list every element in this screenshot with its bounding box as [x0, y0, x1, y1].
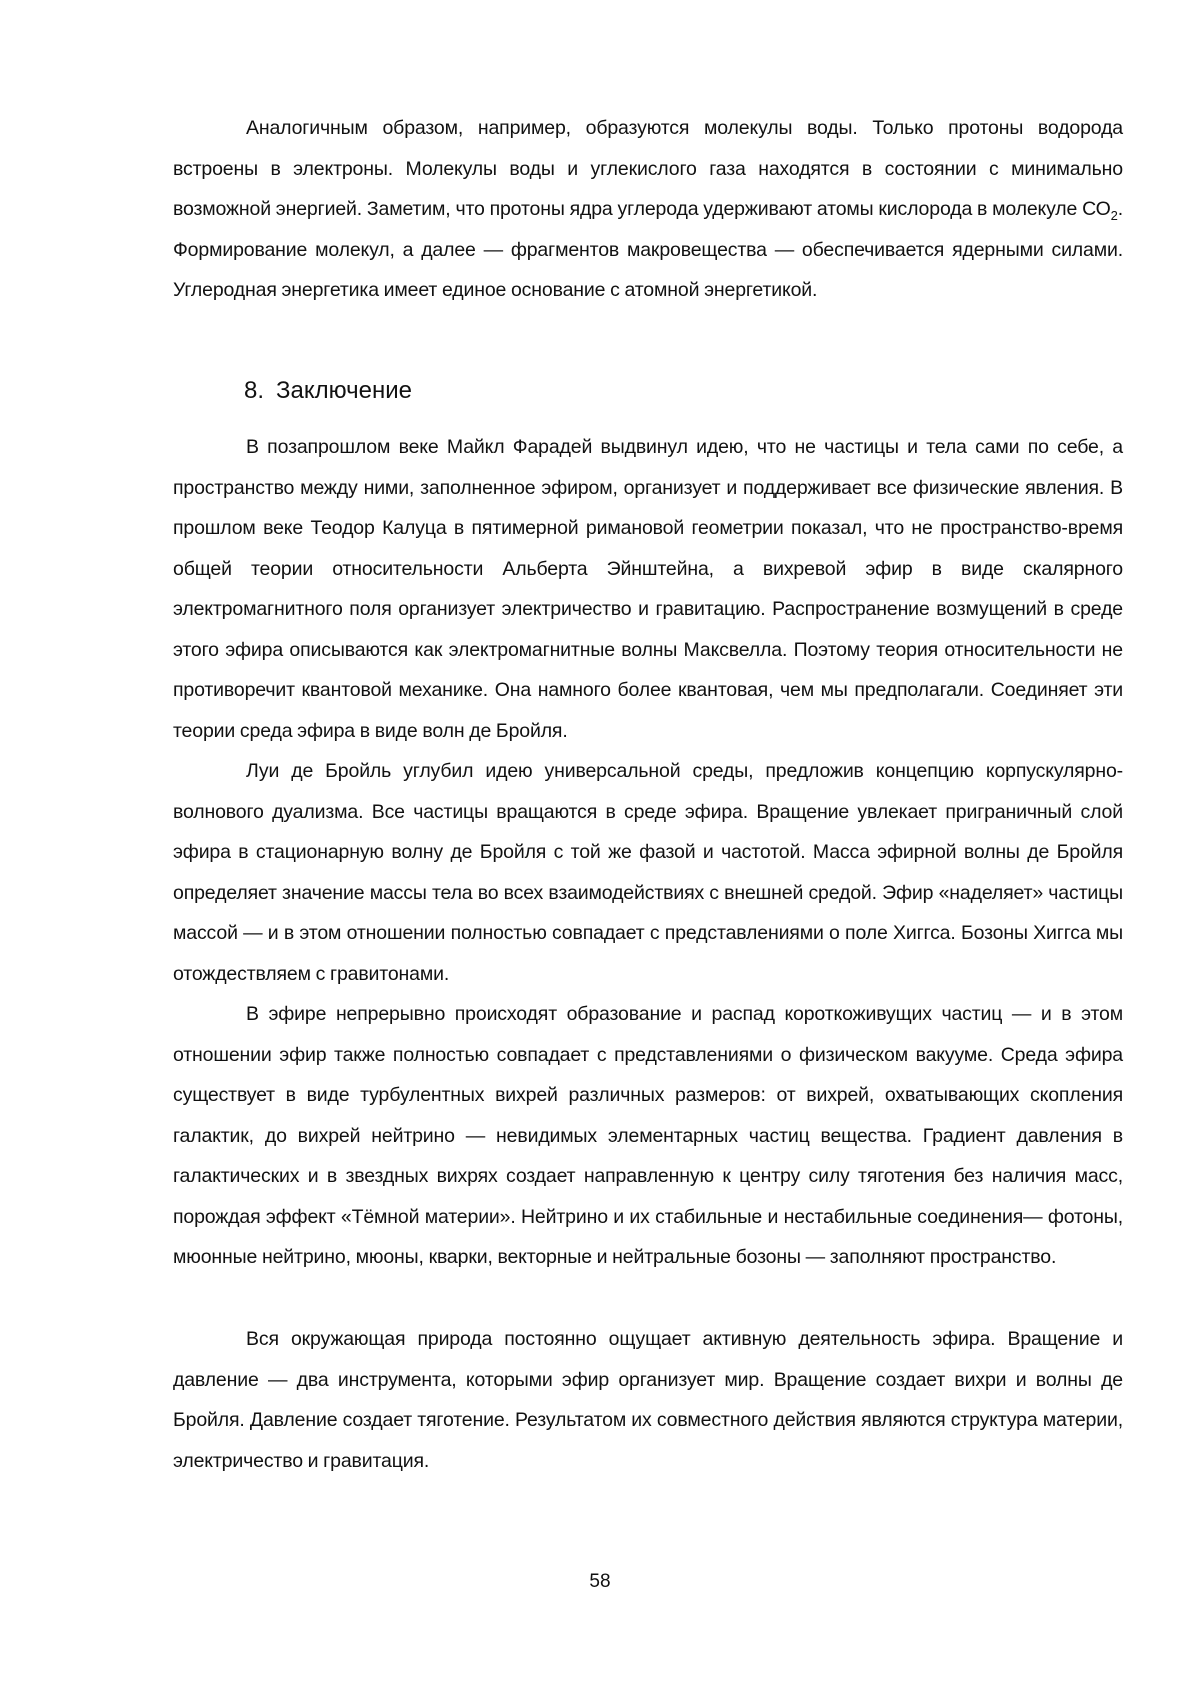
- intro-paragraph: [173, 108, 1123, 311]
- intro-text-part2: . Формирование молекул, а далее — фрагментов макровещества — обеспечивается ядерными силами. Углеродная энергетика имеет единое основание с атомной энергетикой.: [173, 198, 1123, 301]
- section-heading: [244, 374, 412, 408]
- page-number: 58: [589, 1571, 611, 1592]
- intro-text-part1: Аналогичным образом, например, образуются молекулы воды. Только протоны водорода встроены в электроны. Молекулы воды и углекислого газа находятся в состоянии с минимально возможной энергией. Заметим, что протоны ядра углерода удерживают атомы кислорода в молекуле СО: [173, 117, 1123, 220]
- section-title: Заключение: [276, 377, 412, 404]
- paragraph-nature: Вся окружающая природа постоянно ощущает активную деятельность эфира. Вращение и давление — два инструмента, которыми эфир организует мир. Вращение создает вихри и волны де Бройля. Давление создает тяготение. Результатом их совместного действия являются структура материи, электричество и гравитация.: [173, 1328, 1123, 1472]
- section-number: 8.: [244, 377, 265, 404]
- paragraph-faraday: В позапрошлом веке Майкл Фарадей выдвинул идею, что не частицы и тела сами по себе, а пространство между ними, заполненное эфиром, организует и поддерживает все физические явления. В прошлом веке Теодор Калуца в пятимерной римановой геометрии показал, что не пространство-время общей теории относительности Альберта Эйнштейна, а вихревой эфир в виде скалярного электромагнитного поля организует электричество и гравитацию. Распространение возмущений в среде этого эфира описываются как электромагнитные волны Максвелла. Поэтому теория относительности не противоречит квантовой механике. Она намного более квантовая, чем мы предполагали. Соединяет эти теории среда эфира в виде волн де Бройля.: [173, 436, 1123, 742]
- paragraph-vacuum: В эфире непрерывно происходят образование и распад короткоживущих частиц — и в этом отношении эфир также полностью совпадает с представлениями о физическом вакууме. Среда эфира существует в виде турбулентных вихрей различных размеров: от вихрей, охватывающих скопления галактик, до вихрей нейтрино — невидимых элементарных частиц вещества. Градиент давления в галактических и в звездных вихрях создает направленную к центру силу тяготения без наличия масс, порождая эффект «Тёмной материи». Нейтрино и их стабильные и нестабильные соединения— фотоны, мюонные нейтрино, мюоны, кварки, векторные и нейтральные бозоны — заполняют пространство.: [173, 1003, 1123, 1268]
- paragraph-de-broglie: Луи де Бройль углубил идею универсальной среды, предложив концепцию корпускулярно-волнового дуализма. Все частицы вращаются в среде эфира. Вращение увлекает приграничный слой эфира в стационарную волну де Бройля с той же фазой и частотой. Масса эфирной волны де Бройля определяет значение массы тела во всех взаимодействиях с внешней средой. Эфир «наделяет» частицы массой — и в этом отношении полностью совпадает с представлениями о поле Хиггса. Бозоны Хиггса мы отождествляем с гравитонами.: [173, 760, 1123, 985]
- subscript-2: 2: [1110, 207, 1118, 223]
